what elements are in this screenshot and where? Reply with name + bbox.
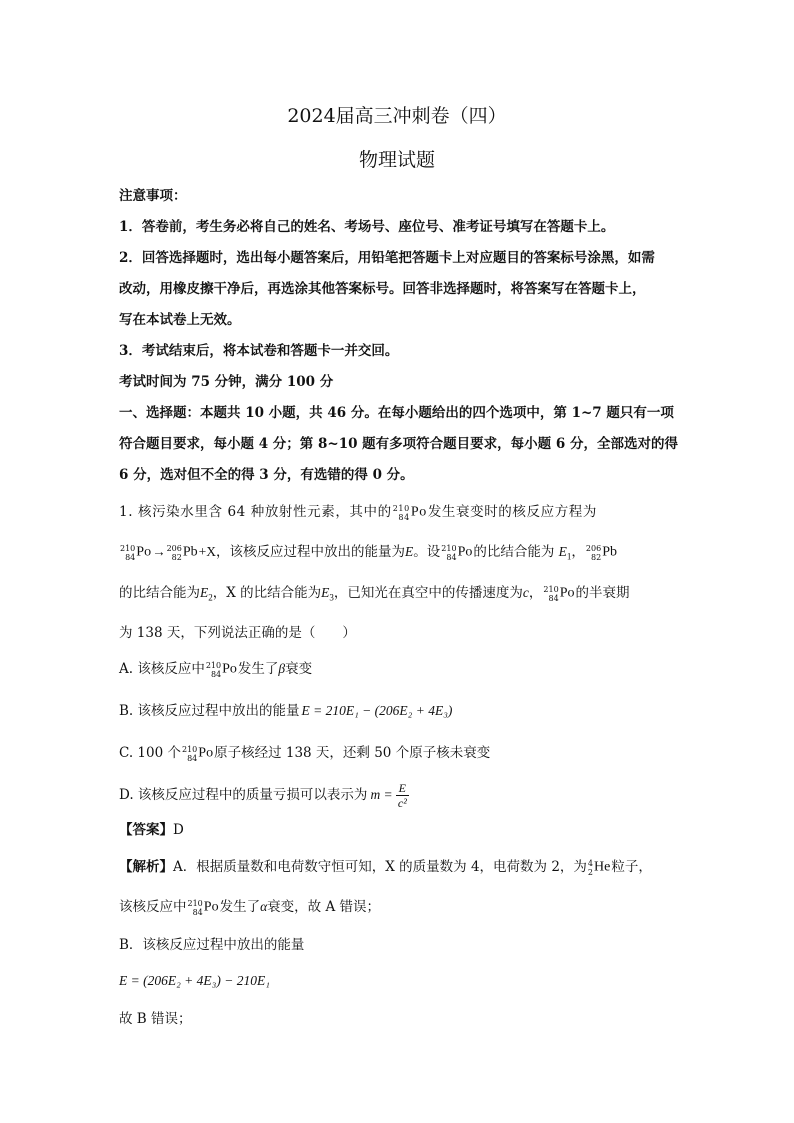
- option-a: A. 该核反应中 210 84 Po发生了β衰变: [119, 660, 313, 679]
- option-b: B. 该核反应过程中放出的能量 E = 210E₁ − (206E₂ + 4E₃): [119, 703, 453, 719]
- reaction-equation: 210 84 Po→ 206 82 Pb+X，该核反应过程中放出的能量为E。设 210 84 Po的比结合能为 $E_1$， 206 82 Pb: [120, 543, 617, 562]
- notice-item: 写在本试卷上无效。: [119, 312, 241, 328]
- explanation-line: 该核反应中 210 84 Po发生了α衰变，故 A 错误；: [119, 898, 381, 917]
- option-d: D. 该核反应过程中的质量亏损可以表示为 m = $\frac{E}{\text{c²}}$: [119, 778, 409, 812]
- notice-item: 3．考试结束后，将本试卷和答题卡一并交回。: [119, 343, 399, 359]
- question-stem: 的比结合能为$E_2$，X 的比结合能为$E_3$，已知光在真空中的传播速度为c， 210 84 Po的半衰期: [119, 584, 630, 603]
- explanation-line: B．该核反应过程中放出的能量: [119, 937, 305, 953]
- alpha-symbol: α: [260, 899, 268, 914]
- fraction: $\frac{E}{\text{c²}}$: [396, 781, 409, 810]
- exam-time: 考试时间为 75 分钟，满分 100 分: [119, 374, 334, 390]
- page-title: 2024届高三冲刺卷（四）: [287, 105, 507, 127]
- answer-label: 【答案】: [119, 822, 173, 838]
- page-subtitle: 物理试题: [358, 149, 435, 171]
- notice-heading: 注意事项：: [119, 188, 187, 204]
- nuclide-po: 210 84 Po: [392, 503, 427, 522]
- question-stem: 为 138 天，下列说法正确的是（ ）: [119, 625, 356, 641]
- option-c: C. 100 个 210 84 Po原子核经过 138 天，还剩 50 个原子核未衰变: [119, 744, 491, 763]
- section-heading: 6 分，选对但不全的得 3 分，有选错的得 0 分。: [119, 467, 414, 483]
- nuclide-he: 4 2 He: [587, 858, 611, 877]
- stem-text: 发生衰变时的核反应方程为: [427, 504, 598, 520]
- explanation-label: 【解析】: [119, 859, 173, 875]
- answer-line: [119, 821, 184, 839]
- nuclide-po: 210 84 Po: [543, 584, 575, 603]
- nuclide-po: 210 84 Po: [187, 898, 219, 917]
- section-heading: 符合题目要求，每小题 4 分；第 8~10 题有多项符合题目要求，每小题 6 分，全部选对的得: [119, 436, 678, 452]
- notice-item: 改动，用橡皮擦干净后，再选涂其他答案标号。回答非选择题时，将答案写在答题卡上，: [119, 281, 646, 297]
- notice-item: 1．答卷前，考生务必将自己的姓名、考场号、座位号、准考证号填写在答题卡上。: [119, 219, 615, 235]
- explanation-equation: E = (206E₂ + 4E₃) − 210E₁: [119, 973, 270, 988]
- answer-value: D: [173, 822, 184, 838]
- nuclide-po: 210 84 Po: [182, 744, 214, 763]
- explanation-line: 【解析】A．根据质量数和电荷数守恒可知，X 的质量数为 4，电荷数为 2，为 4 2 He粒子，: [119, 858, 652, 877]
- equation: E = 210E₁ − (206E₂ + 4E₃): [301, 703, 453, 718]
- notice-item: 2．回答选择题时，选出每小题答案后，用铅笔把答题卡上对应题目的答案标号涂黑，如需: [119, 250, 655, 266]
- explanation-line: 故 B 错误；: [119, 1011, 192, 1027]
- question-stem: [119, 503, 597, 522]
- nuclide-po: 210 84 Po: [205, 660, 237, 679]
- nuclide-po: 210 84 Po: [441, 543, 473, 562]
- nuclide-pb: 206 82 Pb: [166, 543, 198, 562]
- section-heading: 一、选择题：本题共 10 小题，共 46 分。在每小题给出的四个选项中，第 1~7 题只有一项: [119, 405, 674, 421]
- stem-text: 1. 核污染水里含 64 种放射性元素，其中的: [119, 504, 392, 520]
- nuclide-pb: 206 82 Pb: [585, 543, 617, 562]
- nuclide-po: 210 84 Po: [120, 543, 152, 562]
- beta-symbol: β: [278, 661, 286, 676]
